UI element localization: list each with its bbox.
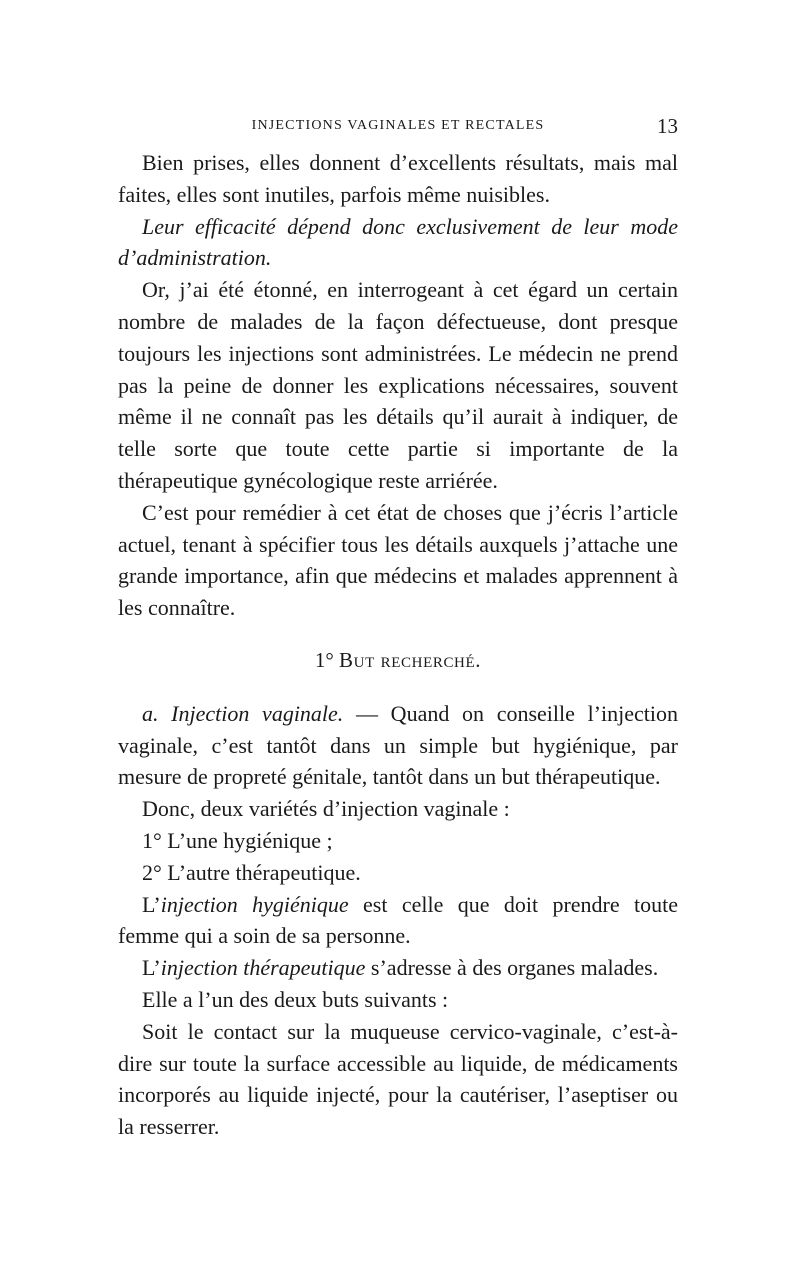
section-heading xyxy=(118,645,678,677)
list-item-hygienic: 1° L’une hygiénique ; xyxy=(142,827,333,853)
paragraph-aims: Elle a l’un des deux buts suivants : xyxy=(142,986,449,1012)
page-number: 13 xyxy=(657,114,678,138)
ther-prefix: L’ xyxy=(142,955,161,981)
ther-term: injection thérapeutique xyxy=(160,955,366,981)
paragraph-observation: Or, j’ai été étonné, en interrogeant à cet égard un certain nombre de malades de la façon défectueuse, dont presque toujours les injections sont administrées. Le médecin ne prend pas la peine de donner les explications nécessaires, souvent même il ne connaît pas les détails qu’il aurait à indiquer, de telle sorte que toute cette partie si importante de la thérapeutique gynécologique reste arriérée. xyxy=(118,277,678,493)
paragraph-hygienic-definition xyxy=(118,889,678,953)
subsection-text: — Quand on conseille l’injection vaginale, c’est tantôt dans un simple but hygiénique, par mesure de propreté génitale, tantôt dans un but thérapeutique. xyxy=(118,700,678,790)
hyg-term: injection hygiénique xyxy=(160,891,349,917)
subsection-label: a. Injection vaginale. xyxy=(142,700,344,726)
body-text xyxy=(118,147,678,1143)
ther-rest: s’adresse à des organes malades. xyxy=(365,955,659,981)
running-title: INJECTIONS VAGINALES ET RECTALES xyxy=(251,118,545,133)
hyg-prefix: L’ xyxy=(142,891,161,917)
paragraph-therapeutic-definition xyxy=(118,952,678,984)
paragraph-first-aim: Soit le contact sur la muqueuse cervico-vaginale, c’est-à-dire sur toute la surface accessible au liquide, de médicaments incorporés au liquide injecté, pour la cautériser, l’aseptiser ou la resserrer. xyxy=(118,1018,678,1140)
paragraph-purpose: C’est pour remédier à cet état de choses que j’écris l’article actuel, tenant à spécifier tous les détails auxquels j’attache une grande importance, afin que médecins et malades apprennent à les connaître. xyxy=(118,499,678,621)
hyg-rest: est celle que doit prendre toute femme qui a soin de sa personne. xyxy=(118,891,678,949)
paragraph-efficacy: Leur efficacité dépend donc exclusivement de leur mode d’administration. xyxy=(118,213,678,271)
list-item-therapeutic: 2° L’autre thérapeutique. xyxy=(142,859,361,885)
section-title: But recherché. xyxy=(339,647,482,672)
paragraph-results: Bien prises, elles donnent d’excellents résultats, mais mal faites, elles sont inutiles, parfois même nuisibles. xyxy=(118,150,678,207)
running-head xyxy=(118,114,678,138)
paragraph-varieties: Donc, deux variétés d’injection vaginale : xyxy=(142,796,510,822)
paragraph-vaginal-injection xyxy=(118,698,678,793)
section-number: 1° xyxy=(314,647,334,672)
